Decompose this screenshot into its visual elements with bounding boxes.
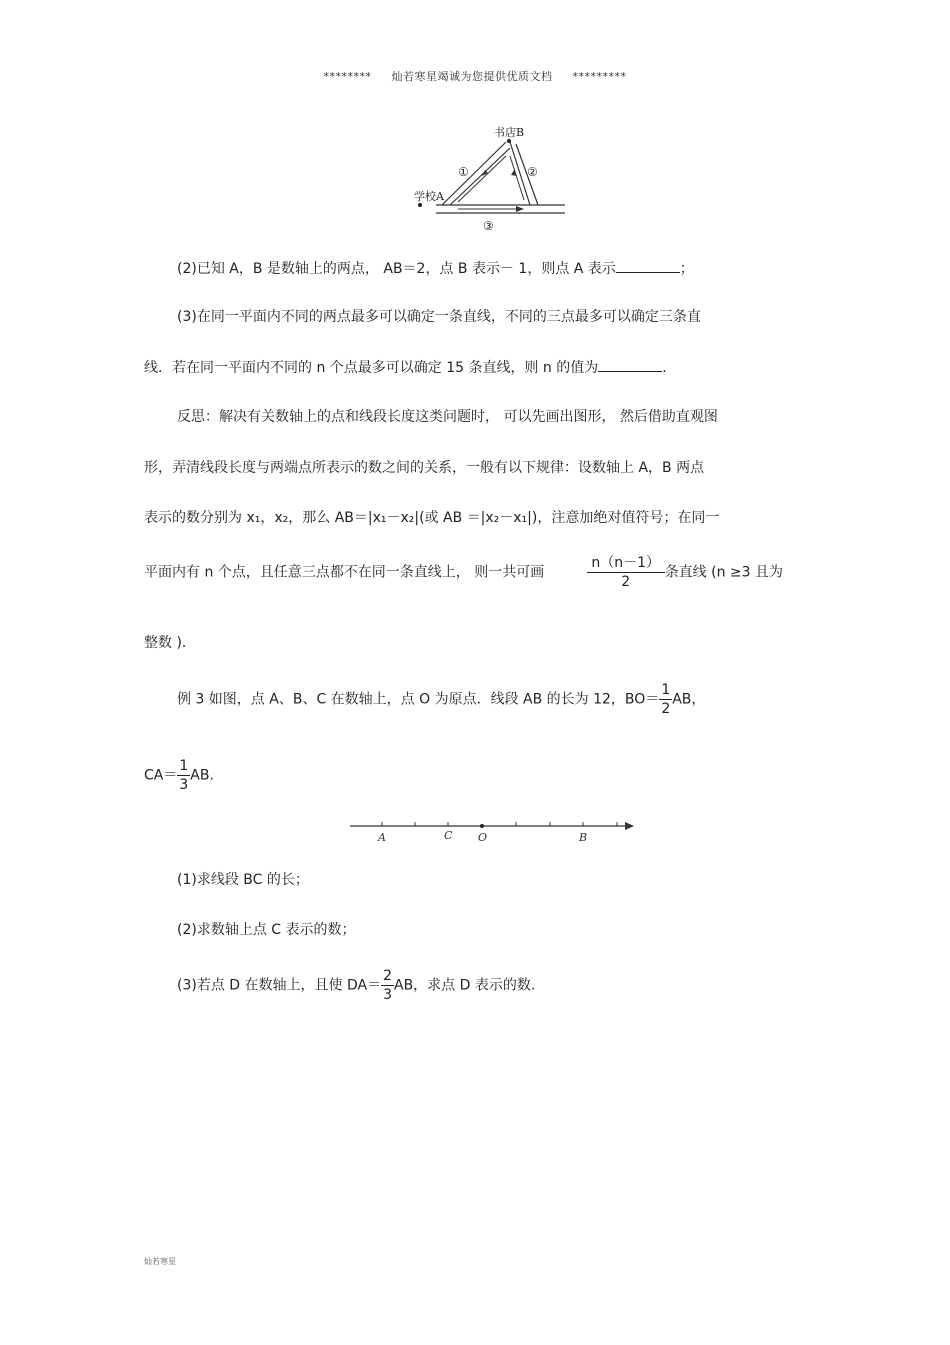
fraction-one-half xyxy=(659,682,672,717)
subquestion-3-post: AB，求点 D 表示的数. xyxy=(394,977,536,994)
fraction-numerator: 1 xyxy=(661,682,671,698)
point-b-label: B xyxy=(579,831,588,844)
example3-line1 xyxy=(177,682,705,717)
school-label: 学校A xyxy=(414,190,444,203)
fraction-numerator: n（n－1） xyxy=(591,555,661,571)
answer-blank xyxy=(598,357,662,372)
route1-label: ① xyxy=(458,165,469,179)
fraction-denominator: 3 xyxy=(383,987,392,1003)
answer-blank xyxy=(616,258,680,273)
fraction-two-thirds xyxy=(381,968,394,1003)
subquestion-3-pre: (3)若点 D 在数轴上，且使 DA＝ xyxy=(177,977,382,994)
fraction-denominator: 2 xyxy=(661,701,671,717)
page-header xyxy=(0,68,950,84)
question-2-end: ； xyxy=(679,261,694,277)
route-diagram xyxy=(400,120,580,235)
reflection-line1: 反思：解决有关数轴上的点和线段长度这类问题时， 可以先画出图形， 然后借助直观图 xyxy=(177,409,718,425)
reflection-line4 xyxy=(144,555,783,590)
route3-label: ③ xyxy=(483,219,494,233)
number-line xyxy=(345,815,640,847)
page-footer: 灿若寒星 xyxy=(144,1257,176,1266)
subquestion-2: (2)求数轴上点 C 表示的数； xyxy=(177,922,356,938)
point-a-label: A xyxy=(378,831,386,844)
subquestion-1: (1)求线段 BC 的长； xyxy=(177,872,309,888)
fraction-denominator: 2 xyxy=(621,574,631,590)
combination-fraction xyxy=(587,555,665,590)
point-c-label: C xyxy=(444,829,453,842)
fraction-numerator: 2 xyxy=(383,968,392,984)
question-3-line2-text: 线．若在同一平面内不同的 n 个点最多可以确定 15 条直线，则 n 的值为 xyxy=(144,360,599,376)
fraction-denominator: 3 xyxy=(179,777,189,793)
reflection-line4-post: 条直线 (n ≥3 且为 xyxy=(664,564,784,581)
header-right-stars: ********* xyxy=(572,70,627,83)
example3-line1-post: AB， xyxy=(672,691,706,708)
question-3-line1: (3)在同一平面内不同的两点最多可以确定一条直线，不同的三点最多可以确定三条直 xyxy=(177,309,701,325)
point-o-label: O xyxy=(478,831,488,844)
example3-line2 xyxy=(144,758,214,793)
route2-label: ② xyxy=(527,165,538,179)
question-2-text: (2)已知 A，B 是数轴上的两点， AB＝2，点 B 表示－ 1，则点 A 表示 xyxy=(177,261,616,277)
reflection-line3: 表示的数分别为 x₁，x₂，那么 AB＝|x₁－x₂|(或 AB ＝|x₂－x₁|)，注意加绝对值符号；在同一 xyxy=(144,510,720,526)
example3-line1-pre: 例 3 如图，点 A、B、C 在数轴上，点 O 为原点．线段 AB 的长为 12，BO＝ xyxy=(177,691,660,708)
header-title: 灿若寒星竭诚为您提供优质文档 xyxy=(391,70,553,83)
subquestion-3 xyxy=(177,968,535,1003)
fraction-one-third xyxy=(177,758,190,793)
reflection-line2: 形，弄清线段长度与两端点所表示的数之间的关系，一般有以下规律：设数轴上 A，B 两点 xyxy=(144,460,705,476)
example3-line2-pre: CA＝ xyxy=(144,767,178,784)
fraction-numerator: 1 xyxy=(179,758,189,774)
reflection-line5: 整数 )． xyxy=(144,635,196,651)
example3-line2-post: AB. xyxy=(190,767,214,784)
question-3-end: ． xyxy=(662,360,677,376)
question-3-line2 xyxy=(144,357,676,378)
header-left-stars: ******** xyxy=(323,70,372,83)
bookstore-label: 书店B xyxy=(494,126,525,139)
question-2 xyxy=(177,258,694,279)
reflection-line4-pre: 平面内有 n 个点，且任意三点都不在同一条直线上， 则一共可画 xyxy=(144,564,545,581)
